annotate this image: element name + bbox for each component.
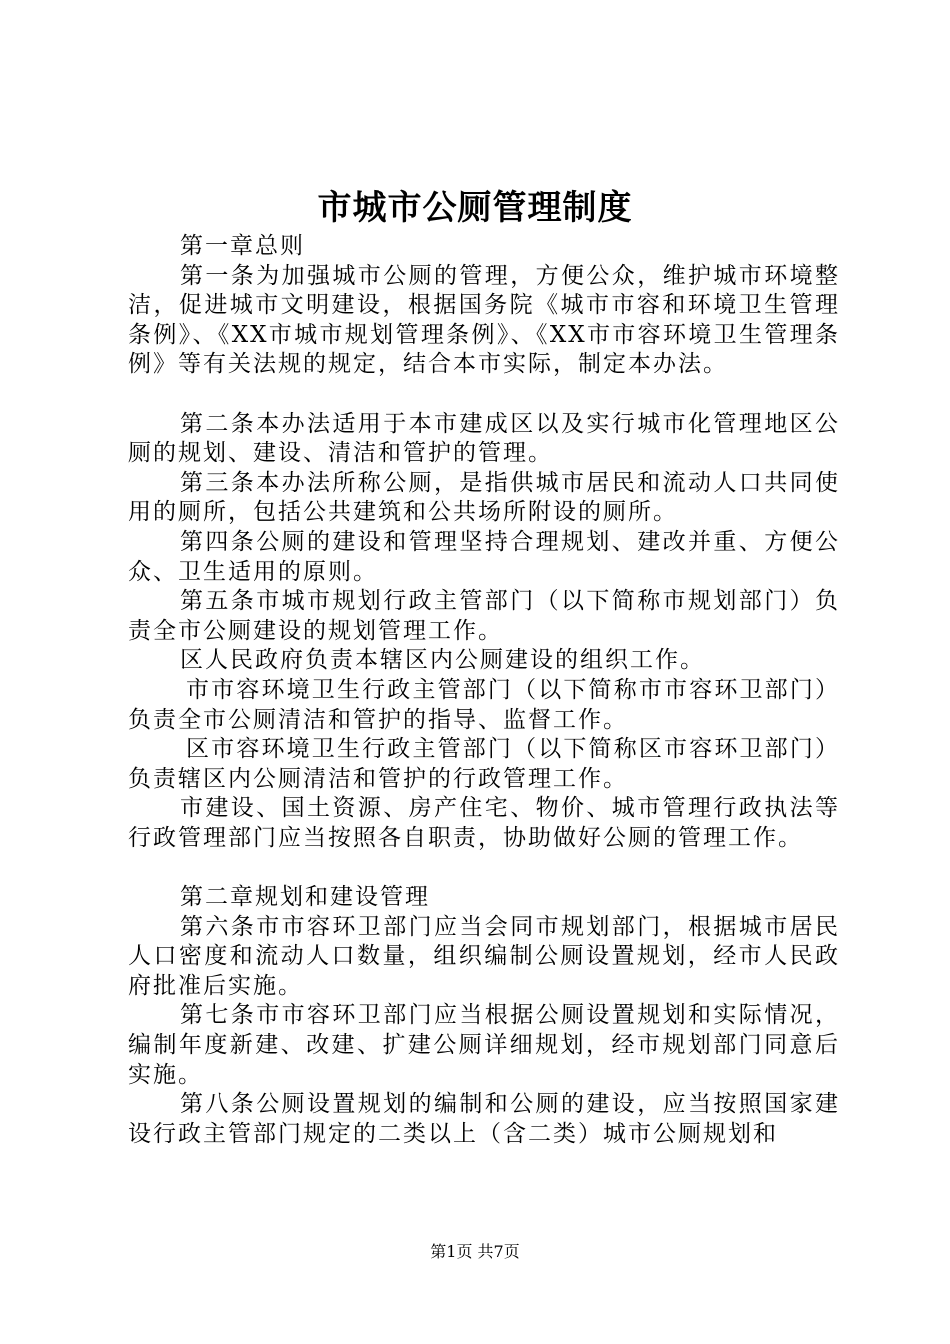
- document-title: 市城市公厕管理制度: [317, 188, 633, 228]
- article-paragraph: 第六条市市容环卫部门应当会同市规划部门，根据城市居民人口密度和流动人口数量，组织编制公厕设置规划，经市人民政府批准后实施。: [128, 913, 840, 999]
- article-paragraph: 第七条市市容环卫部门应当根据公厕设置规划和实际情况，编制年度新建、改建、扩建公厕详细规划，经市规划部门同意后实施。: [128, 1002, 840, 1088]
- article-paragraph: 第八条公厕设置规划的编制和公厕的建设，应当按照国家建设行政主管部门规定的二类以上（含二类）城市公厕规划和: [128, 1091, 840, 1147]
- article-paragraph: 第一条为加强城市公厕的管理，方便公众，维护城市环境整洁，促进城市文明建设，根据国务院《城市市容和环境卫生管理条例》、《XX市城市规划管理条例》、《XX市市容环境卫生管理条例》等有关法规的规定，结合本市实际，制定本办法。: [128, 262, 840, 378]
- article-paragraph: 市市容环境卫生行政主管部门（以下简称市市容环卫部门）负责全市公厕清洁和管护的指导、监督工作。: [128, 676, 840, 733]
- chapter-heading: 第一章总则: [180, 233, 305, 259]
- paragraph-gap: [128, 380, 840, 410]
- article-paragraph: 区人民政府负责本辖区内公厕建设的组织工作。: [180, 647, 705, 674]
- chapter-heading: 第二章规划和建设管理: [180, 884, 430, 911]
- article-paragraph: 第四条公厕的建设和管理坚持合理规划、建改并重、方便公众、卫生适用的原则。: [128, 528, 840, 585]
- article-paragraph: 第二条本办法适用于本市建成区以及实行城市化管理地区公厕的规划、建设、清洁和管护的管理。: [128, 410, 840, 467]
- page-number: 第1页 共7页: [430, 1242, 520, 1261]
- article-paragraph: 区市容环境卫生行政主管部门（以下简称区市容环卫部门）负责辖区内公厕清洁和管护的行政管理工作。: [128, 736, 840, 792]
- article-paragraph: 第五条市城市规划行政主管部门（以下简称市规划部门）负责全市公厕建设的规划管理工作。: [128, 588, 840, 644]
- article-paragraph: 第三条本办法所称公厕，是指供城市居民和流动人口共同使用的厕所，包括公共建筑和公共场所附设的厕所。: [128, 469, 840, 526]
- paragraph-gap: [128, 853, 840, 883]
- article-paragraph: 市建设、国土资源、房产住宅、物价、城市管理行政执法等行政管理部门应当按照各自职责，协助做好公厕的管理工作。: [128, 795, 840, 851]
- document-body: [128, 232, 840, 1149]
